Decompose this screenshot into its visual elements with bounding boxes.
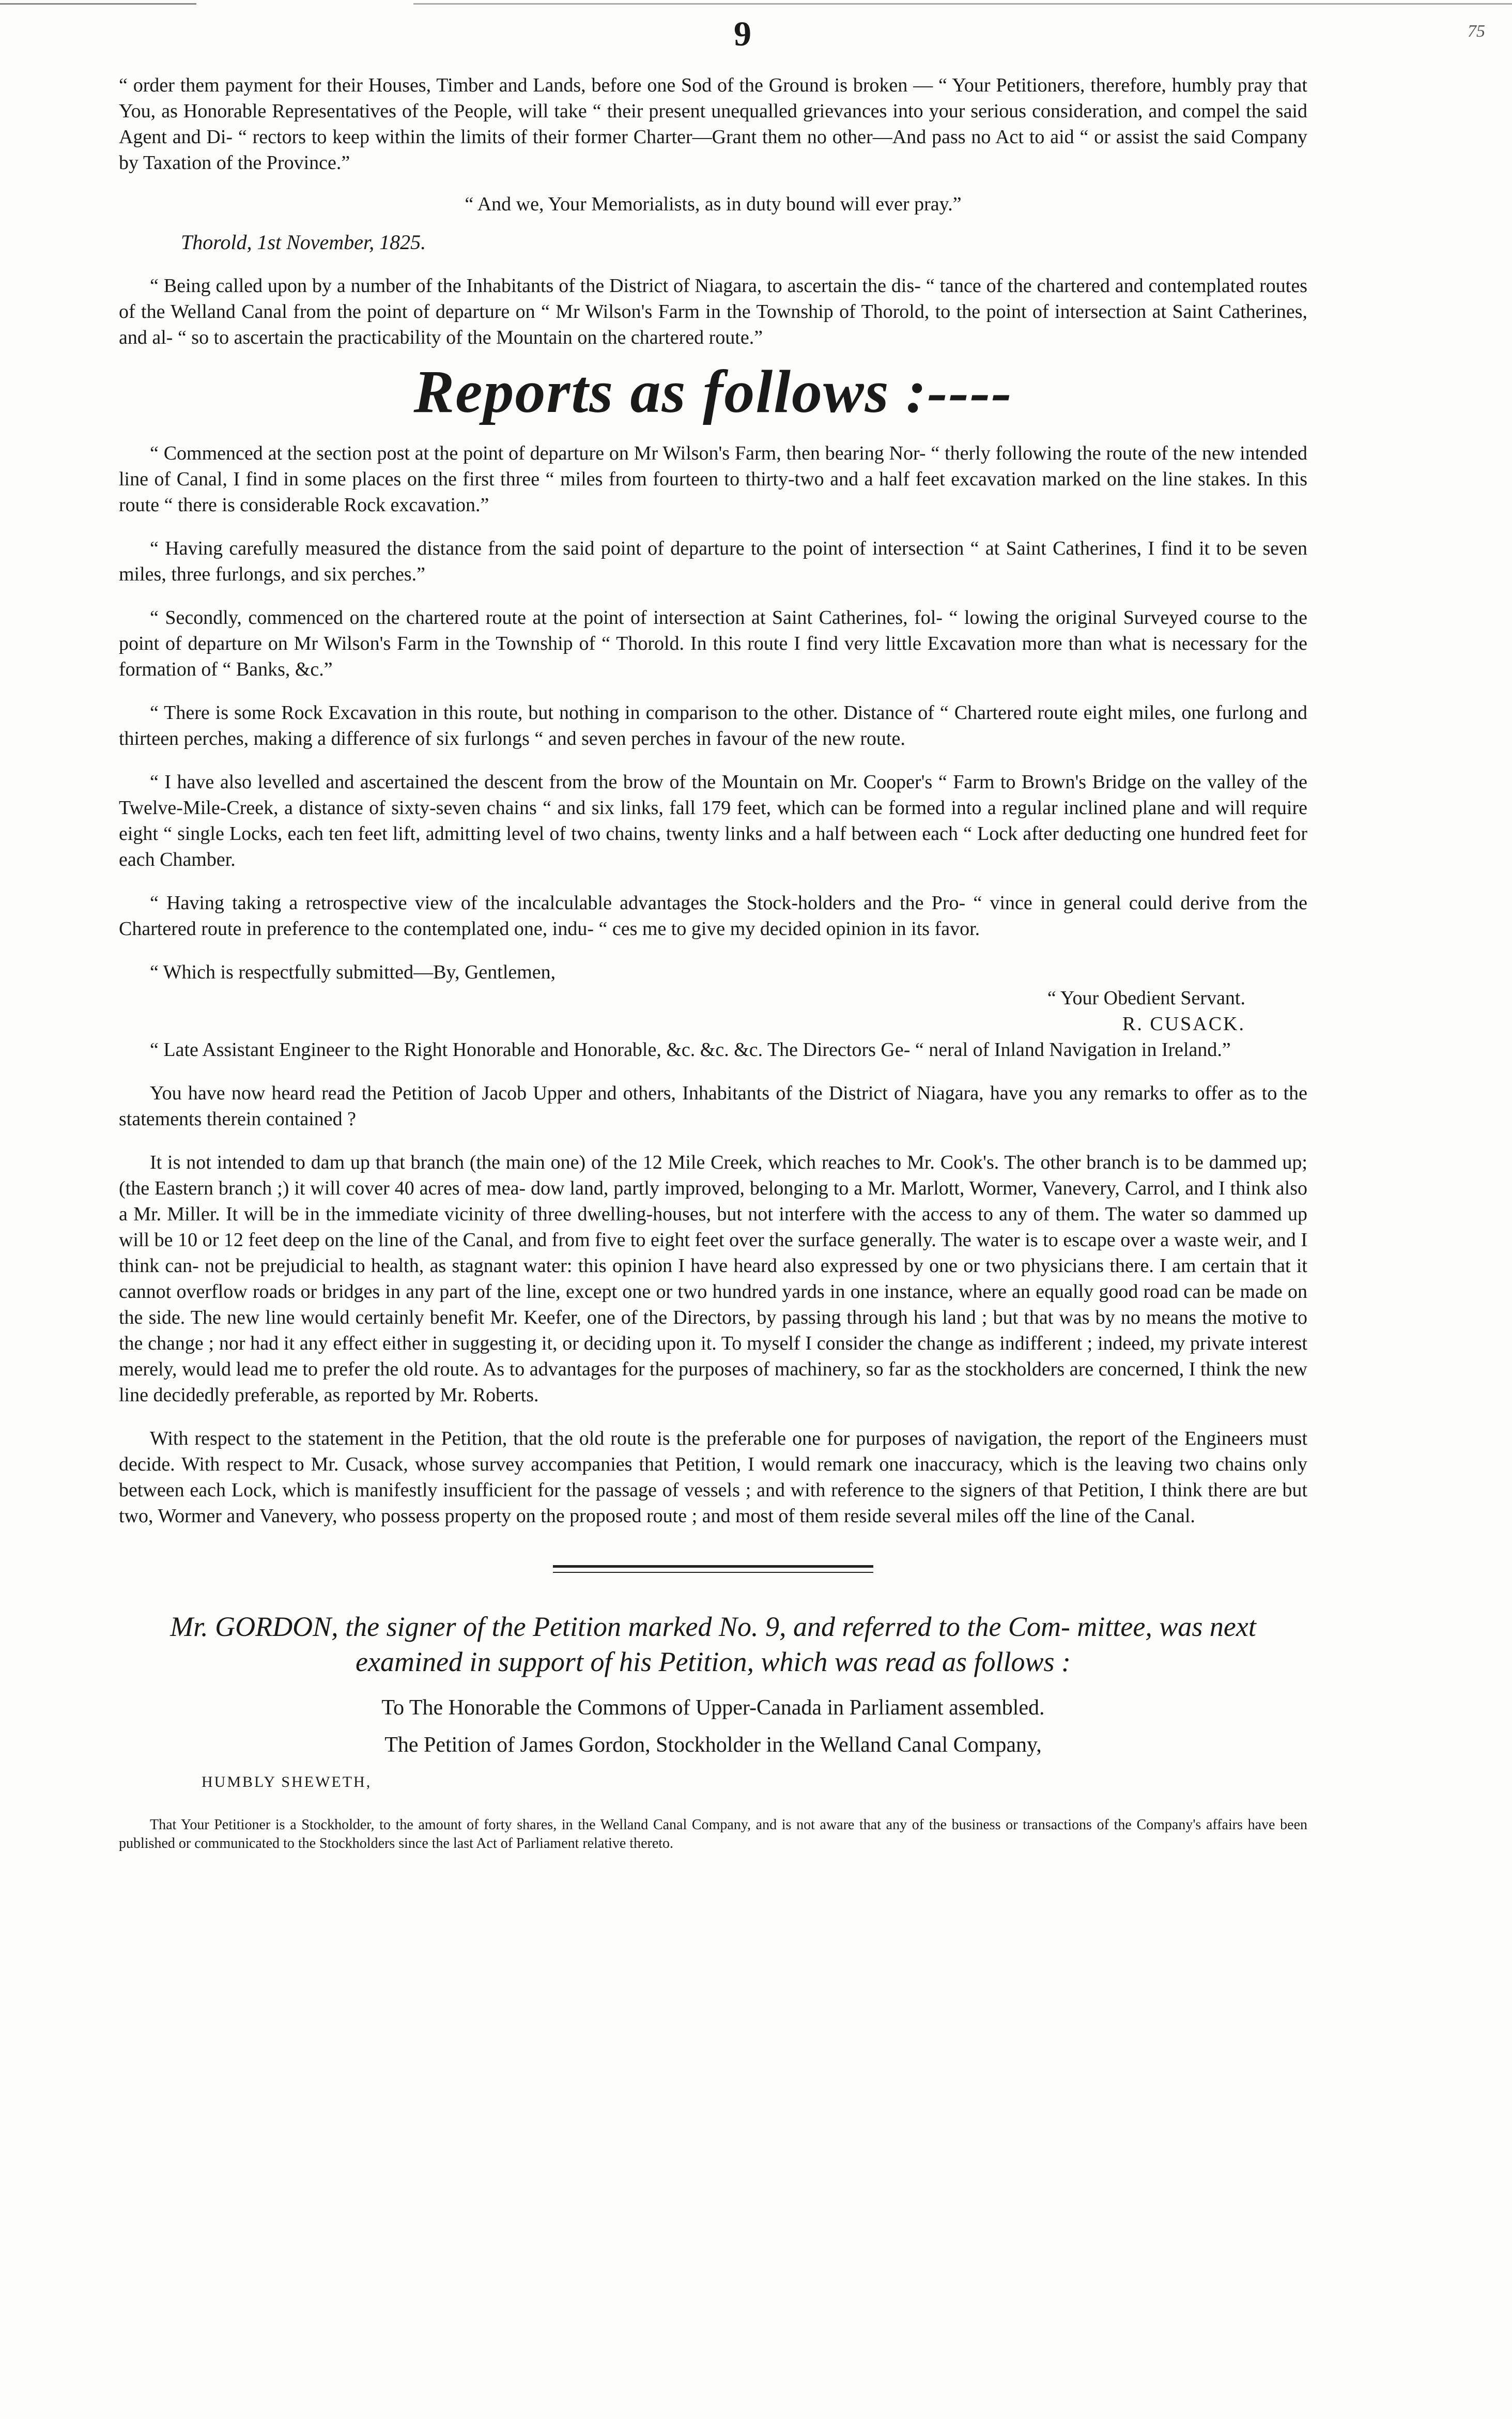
prayer-line: “ And we, Your Memorialists, as in duty bound will ever pray.”: [465, 193, 962, 215]
place-date: Thorold, 1st November, 1825.: [181, 231, 426, 254]
committee-question: You have now heard read the Petition of Jacob Upper and others, Inhabitants of the District of Niagara, have you any remarks to offer as to the statements therein contained ?: [119, 1082, 1307, 1130]
report-paragraph-7: “ Which is respectfully submitted—By, Gentlemen,: [150, 961, 556, 983]
final-paragraph: That Your Petitioner is a Stockholder, to the amount of forty shares, in the Welland Canal Company, and is not aware that any of the business or transactions of the Company's affairs have been published or communicated to the Stockholders since the last Act of Parliament relative thereto.: [119, 1817, 1307, 1851]
report-paragraph-6: “ Having taking a retrospective view of the incalculable advantages the Stock-holders and the Pro- “ vince in general could derive from the Chartered route in preference to the contemplated one, indu- “ ces me to give my decided opinion in its favor.: [119, 892, 1307, 940]
report-intro: “ Being called upon by a number of the Inhabitants of the District of Niagara, to ascertain the dis- “ tance of the chartered and contemplated routes of the Welland Canal from the point of departure on “ Mr Wilson's Farm in the Township of Thorold, to the point of intersection at Saint Catherines, and al- “ so to ascertain the practicability of the Mountain on the chartered route.”: [119, 275, 1307, 348]
humbly-sheweth: HUMBLY SHEWETH,: [202, 1773, 372, 1790]
closing-line: “ Your Obedient Servant.: [1047, 987, 1245, 1009]
report-paragraph-2: “ Having carefully measured the distance from the said point of departure to the point of intersection “ at Saint Catherines, I find it to be seven miles, three furlongs, and six perches.”: [119, 538, 1307, 585]
top-rule-right: [413, 3, 1512, 5]
gordon-intro: Mr. GORDON, the signer of the Petition marked No. 9, and referred to the Com- mittee, was next examined in support of his Petition, which was read as follows :: [170, 1611, 1256, 1677]
signature: R. CUSACK.: [1122, 1013, 1245, 1035]
answer-paragraph-2: With respect to the statement in the Petition, that the old route is the preferable one for purposes of navigation, the report of the Engineers must decide. With respect to Mr. Cusack, whose survey accompanies that Petition, I would remark one inaccuracy, which is the leaving two chains only between each Lock, which is manifestly insufficient for the passage of vessels ; and with reference to the signers of that Petition, I think there are but two, Wormer and Vanevery, who possess property on the proposed route ; and most of them reside several miles off the line of the Canal.: [119, 1428, 1307, 1527]
page-content: [119, 72, 1307, 1853]
folio-number: 75: [1468, 22, 1485, 41]
report-paragraph-5: “ I have also levelled and ascertained the descent from the brow of the Mountain on Mr. Cooper's “ Farm to Brown's Bridge on the valley of the Twelve-Mile-Creek, a distance of sixty-seven chains “ and six links, fall 179 feet, which can be formed into a regular inclined plane and will require eight “ single Locks, each ten feet lift, admitting level of two chains, twenty links and a half between each “ Lock after deducting one hundred feet for each Chamber.: [119, 771, 1307, 870]
report-paragraph-4: “ There is some Rock Excavation in this route, but nothing in comparison to the other. Distance of “ Chartered route eight miles, one furlong and thirteen perches, making a difference of six furlongs “ and seven perches in favour of the new route.: [119, 702, 1307, 749]
section-heading: Reports as follows :----: [413, 358, 1013, 425]
section-divider: [553, 1565, 873, 1573]
report-paragraph-3: “ Secondly, commenced on the chartered route at the point of intersection at Saint Catherines, fol- “ lowing the original Surveyed course to the point of departure on Mr Wilson's Farm in the Township of “ Thorold. In this route I find very little Excavation more than what is necessary for the formation of “ Banks, &c.”: [119, 607, 1307, 680]
answer-paragraph-1: It is not intended to dam up that branch (the main one) of the 12 Mile Creek, which reaches to Mr. Cook's. The other branch is to be dammed up; (the Eastern branch ;) it will cover 40 acres of mea- dow land, partly improved, belonging to a Mr. Marlott, Wormer, Vanevery, Carrol, and I think also a Mr. Miller. It will be in the immediate vicinity of three dwelling-houses, but not interfere with the access to any of them. The water so dammed up will be 10 or 12 feet deep on the line of the Canal, and from five to eight feet over the surface generally. The water is to escape over a waste weir, and I think can- not be prejudicial to health, as stagnant water: this opinion I have heard also expressed by one or two physicians there. I am certain that it cannot overflow roads or bridges in any part of the line, except one or two hundred yards in one instance, where an equally good road can be made on the side. The new line would certainly benefit Mr. Keefer, one of the Directors, by passing through his land ; but that was by no means the motive to the change ; nor had it any effect either in suggesting it, or deciding upon it. To myself I consider the change as indifferent ; indeed, my private interest merely, would lead me to prefer the old route. As to advantages for the purposes of machinery, so far as the stockholders are concerned, I think the new line decidedly preferable, as reported by Mr. Roberts.: [119, 1152, 1307, 1406]
petition-conclusion: “ order them payment for their Houses, Timber and Lands, before one Sod of the Ground is broken — “ Your Petitioners, therefore, humbly pray that You, as Honorable Representatives of the People, will take “ their present unequalled grievances into your serious consideration, and compel the said Agent and Di- “ rectors to keep within the limits of their former Charter—Grant them no other—And pass no Act to aid “ or assist the said Company by Taxation of the Province.”: [119, 74, 1307, 174]
top-rule-left: [0, 3, 196, 5]
page-number: 9: [734, 14, 751, 53]
report-paragraph-1: “ Commenced at the section post at the point of departure on Mr Wilson's Farm, then bearing Nor- “ therly following the route of the new intended line of Canal, I find in some places on the first three “ miles from fourteen to thirty-two and a half feet excavation marked on the line stakes. In this route “ there is considerable Rock excavation.”: [119, 442, 1307, 516]
engineer-title: “ Late Assistant Engineer to the Right Honorable and Honorable, &c. &c. &c. The Directors Ge- “ neral of Inland Navigation in Ireland.”: [150, 1039, 1231, 1061]
petition-of-line: The Petition of James Gordon, Stockholder in the Welland Canal Company,: [384, 1733, 1042, 1757]
address-line: To The Honorable the Commons of Upper-Canada in Parliament assembled.: [381, 1696, 1045, 1720]
